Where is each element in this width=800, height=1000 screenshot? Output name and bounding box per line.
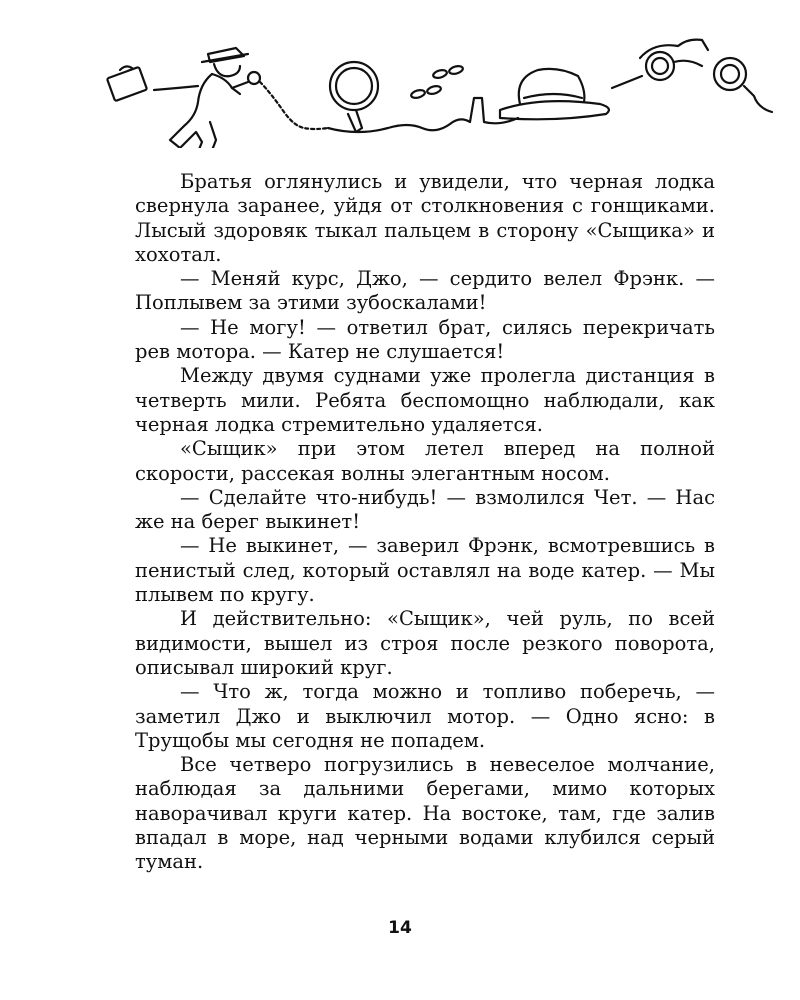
footprints-icon xyxy=(410,65,463,99)
running-detective-icon xyxy=(107,48,260,148)
paragraph: И действительно: «Сыщик», чей руль, по всей видимости, вышел из строя после резкого поворота, описывал широкий круг. xyxy=(135,607,715,679)
hat-icon xyxy=(500,69,609,119)
paragraph: — Что ж, тогда можно и топливо поберечь, — заметил Джо и выключил мотор. — Одно ясно: в Трущобы мы сегодня не попадем. xyxy=(135,680,715,752)
page-number: 14 xyxy=(388,918,412,938)
binoculars-icon xyxy=(612,40,772,112)
paragraph: — Меняй курс, Джо, — сердито велел Фрэнк. — Поплывем за этими зубоскалами! xyxy=(135,267,715,315)
paragraph: — Не выкинет, — заверил Фрэнк, всмотревшись в пенистый след, который оставлял на воде катер. — Мы плывем по кругу. xyxy=(135,534,715,607)
paragraph: Все четверо погрузились в невеселое молчание, наблюдая за дальними берегами, мимо которых наворачивал круги катер. На востоке, там, где залив впадал в море, над черными водами клубился серый туман. xyxy=(135,753,715,874)
paragraph: Братья оглянулись и увидели, что черная лодка свернула заранее, уйдя от столкновения с гонщиками. Лысый здоровяк тыкал пальцем в сторону «Сыщика» и хохотал. xyxy=(135,170,715,266)
magnifying-glass-icon xyxy=(330,62,378,132)
paragraph: — Сделайте что-нибудь! — взмолился Чет. — Нас же на берег выкинет! xyxy=(135,485,715,534)
paragraph: Между двумя суднами уже пролегла дистанция в четверть мили. Ребята беспомощно наблюдали, как черная лодка стремительно удаляется. xyxy=(135,364,715,436)
paragraph: — Не могу! — ответил брат, силясь перекричать рев мотора. — Катер не слушается! xyxy=(135,315,715,364)
header-illustration xyxy=(100,28,780,148)
paragraph: «Сыщик» при этом летел вперед на полной скорости, рассекая волны элегантным носом. xyxy=(135,437,715,485)
body-text xyxy=(135,170,715,875)
